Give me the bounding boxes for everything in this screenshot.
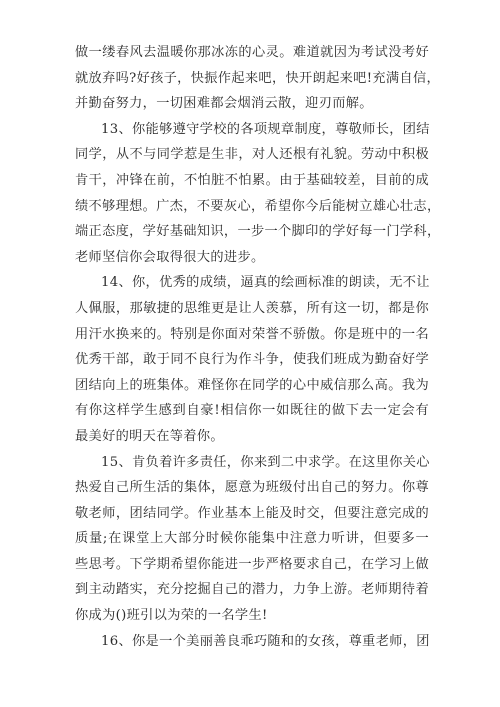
- text-line: 做一缕春风去温暖你那冰冻的心灵。难道就因为考试没考好: [75, 45, 429, 60]
- text-line: 最美好的明天在等着你。: [75, 428, 224, 444]
- paragraph: [75, 270, 429, 449]
- text-line: 到主动踏实，充分挖掘自己的潜力，力争上游。老师期待着: [75, 582, 429, 598]
- paragraph: [75, 629, 429, 655]
- paragraph: [75, 450, 429, 629]
- text-line: 敬老师，团结同学。作业基本上能及时交，但要注意完成的: [75, 505, 429, 521]
- text-line: 热爱自己所生活的集体，愿意为班级付出自己的努力。你尊: [75, 480, 429, 496]
- text-line: 13、你能够遵守学校的各项规章制度，尊敬师长，团结: [101, 121, 430, 137]
- text-line: 人佩服，那敏捷的思维更是让人羡慕，所有这一切，都是你: [75, 300, 429, 316]
- text-line: 团结向上的班集体。难怪你在同学的心中威信那么高。我为: [75, 377, 429, 393]
- paragraph: [75, 40, 441, 117]
- text-line: 就放弃吗?好孩子，快振作起来吧，快开朗起来吧!充满自信，: [75, 70, 441, 86]
- text-line: 16、你是一个美丽善良乖巧随和的女孩，尊重老师，团: [101, 633, 430, 649]
- text-line: 14、你，优秀的成绩，逼真的绘画标准的朗读，无不让: [101, 275, 430, 291]
- text-line: 优秀干部，敢于同不良行为作斗争，使我们班成为勤奋好学: [75, 352, 429, 368]
- text-line: 15、肯负着许多责任，你来到二中求学。在这里你关心: [101, 454, 430, 470]
- text-line: 些思考。下学期希望你能进一步严格要求自己，在学习上做: [75, 556, 429, 572]
- text-line: 并勤奋努力，一切困难都会烟消云散，迎刃而解。: [75, 96, 373, 112]
- text-line: 有你这样学生感到自豪!相信你一如既往的做下去一定会有: [75, 403, 429, 419]
- text-line: 绩不够理想。广杰，不要灰心，希望你今后能树立雄心壮志，: [75, 198, 441, 214]
- text-line: 质量;在课堂上大部分时候你能集中注意力听讲，但要多一: [75, 531, 429, 547]
- paragraph: [75, 117, 441, 271]
- text-line: 端正态度，学好基础知识，一步一个脚印的学好每一门学科，: [75, 224, 441, 240]
- document-body: [75, 40, 441, 654]
- text-line: 同学，从不与同学惹是生非，对人还根有礼貌。劳动中积极: [75, 147, 429, 163]
- text-line: 肯干，冲锋在前，不怕脏不怕累。由于基础较差，目前的成: [75, 172, 429, 188]
- text-line: 用汗水换来的。特别是你面对荣誉不骄傲。你是班中的一名: [75, 326, 429, 342]
- text-line: 你成为()班引以为荣的一名学生!: [75, 608, 268, 624]
- text-line: 老师坚信你会取得很大的进步。: [75, 249, 265, 265]
